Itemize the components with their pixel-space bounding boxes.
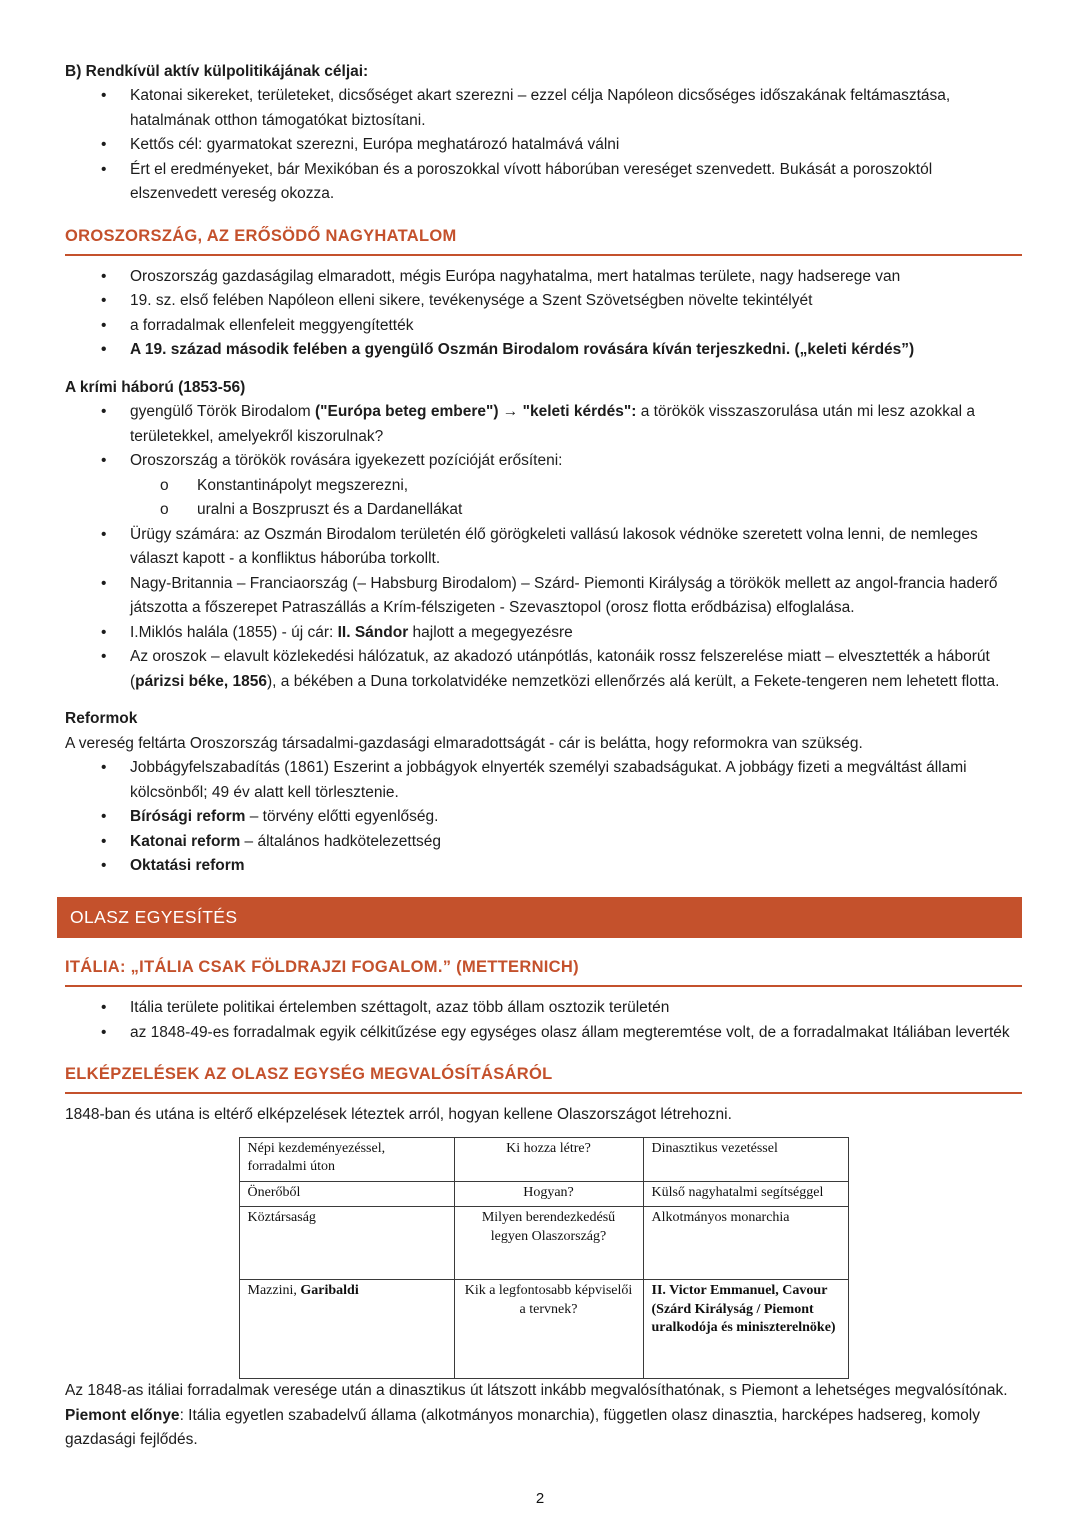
list-item bbox=[101, 289, 1022, 313]
section-crimean-war bbox=[65, 376, 1022, 694]
section-reforms bbox=[65, 707, 1022, 878]
table-cell: Köztársaság bbox=[239, 1207, 454, 1280]
list-item-text: Nagy-Britannia – Franciaország (– Habsburg Birodalom) – Szárd- Piemonti Királyság a törökök mellett az angol-francia haderő játszotta a főszerepet Patraszállás a Krím-félszigeten - Szevasztopol (orosz flotta erődbázisa) elfoglalása. bbox=[130, 574, 998, 617]
text-segment: – törvény előtti egyenlőség. bbox=[245, 808, 439, 826]
list-item-text bbox=[130, 830, 1022, 854]
closing-paragraph-2 bbox=[65, 1404, 1022, 1453]
closing-paragraph-1: Az 1848-as itáliai forradalmak veresége után a dinasztikus út látszott inkább megvalósíthatónak, s Piemont a lehetséges megvalósítónak. bbox=[65, 1382, 1008, 1400]
list-item-text: Kettős cél: gyarmatokat szerezni, Európa meghatározó hatalmává válni bbox=[130, 136, 620, 154]
table-cell: Népi kezdeményezéssel, forradalmi úton bbox=[239, 1137, 454, 1181]
list-item-text: A 19. század második felében a gyengülő Oszmán Birodalom rovására kíván terjeszkedni. („keleti kérdés”) bbox=[130, 341, 915, 359]
crimea-sublist bbox=[130, 474, 1022, 523]
circle-bullet-icon: o bbox=[160, 476, 169, 494]
list-item-text: Itália területe politikai értelemben széttagolt, azaz több állam osztozik területén bbox=[130, 999, 670, 1017]
list-item-text: 19. sz. első felében Napóleon elleni sikere, tevékenysége a Szent Szövetségben növelte tekintélyét bbox=[130, 292, 813, 310]
russia-list bbox=[65, 265, 1022, 363]
crimea-list-2 bbox=[65, 523, 1022, 694]
text-segment: : Itália egyetlen szabadelvű állama (alkotmányos monarchia), független olasz dinasztia, harcképes hadsereg, komoly gazdasági fejlődés. bbox=[65, 1406, 980, 1449]
section-italian-unification bbox=[65, 897, 1022, 1453]
sub-list-item bbox=[160, 498, 1022, 522]
crimea-title: A krími háború (1853-56) bbox=[65, 378, 246, 396]
bullet-icon: • bbox=[101, 525, 107, 543]
bullet-icon: • bbox=[101, 759, 107, 777]
text-segment: a törökök visszaszorulása után mi lesz azokkal a területekkel, amelyekről kiszorulnak? bbox=[130, 403, 975, 445]
list-item bbox=[101, 400, 1022, 449]
list-item-text: Ért el eredményeket, bár Mexikóban és a poroszokkal vívott háborúban vereséget szenvedett. Bukását a poroszoktól elszenvedett vereség okozza. bbox=[130, 160, 933, 203]
section-heading-italia-quote: ITÁLIA: „ITÁLIA CSAK FÖLDRAJZI FOGALOM.” (METTERNICH) bbox=[65, 954, 1022, 987]
table-cell: Kik a legfontosabb képviselői a tervnek? bbox=[454, 1280, 643, 1379]
italy-list bbox=[65, 996, 1022, 1045]
sub-list-item bbox=[160, 474, 1022, 498]
bullet-icon: • bbox=[101, 160, 107, 178]
section-banner-italian-unification: OLASZ EGYESÍTÉS bbox=[57, 897, 1022, 939]
list-item bbox=[101, 805, 1022, 829]
text-segment: Bírósági reform bbox=[130, 808, 246, 826]
list-item-text: Oroszország gazdaságilag elmaradott, mégis Európa nagyhatalma, mert hatalmas területe, nagy hadserege van bbox=[130, 267, 901, 285]
bullet-icon: • bbox=[101, 574, 107, 592]
list-item bbox=[101, 572, 1022, 621]
bullet-icon: • bbox=[101, 341, 107, 359]
table-cell: Önerőből bbox=[239, 1181, 454, 1206]
list-item bbox=[101, 133, 1022, 157]
crimea-sublist-wrap bbox=[65, 474, 1022, 523]
sublist-holder bbox=[130, 474, 1022, 523]
list-item-text: Jobbágyfelszabadítás (1861) Eszerint a jobbágyok elnyerték személyi szabadságukat. A jobbágy fizeti a megváltást állami kölcsönből; 49 év alatt kell törlesztenie. bbox=[130, 759, 967, 801]
page-number: 2 bbox=[535, 1490, 545, 1508]
bullet-icon: • bbox=[101, 999, 107, 1017]
bullet-icon: • bbox=[101, 87, 107, 105]
circle-bullet-icon: o bbox=[160, 501, 169, 519]
text-segment: Piemont előnye bbox=[65, 1406, 180, 1424]
bullet-icon: • bbox=[101, 648, 107, 666]
table-row bbox=[239, 1280, 848, 1379]
list-item-text: az 1848-49-es forradalmak egyik célkitűzése egy egységes olasz állam megteremtése volt, de a forradalmakat Itáliában leverték bbox=[130, 1023, 1010, 1041]
list-item bbox=[101, 756, 1022, 805]
bullet-icon: • bbox=[101, 452, 107, 470]
bullet-icon: • bbox=[101, 623, 107, 641]
list-item bbox=[101, 523, 1022, 572]
text-segment: ("Európa beteg embere") bbox=[314, 403, 499, 421]
table-cell: II. Victor Emmanuel, Cavour (Szárd Királyság / Piemont uralkodója és miniszterelnöke) bbox=[643, 1280, 848, 1379]
text-segment: I.Miklós halála (1855) - új cár: bbox=[130, 623, 338, 641]
list-item bbox=[101, 1021, 1022, 1045]
list-item-text bbox=[130, 400, 1022, 449]
section-foreign-policy bbox=[65, 60, 1022, 207]
concept-table bbox=[239, 1137, 849, 1379]
section-b-list bbox=[65, 84, 1022, 206]
list-item-text bbox=[130, 621, 1022, 645]
list-item bbox=[101, 621, 1022, 645]
text-segment: ), a békében a Duna torkolatvidéke nemzetközi ellenőrzés alá került, a Fekete-tengeren nem lehetett flotta. bbox=[267, 672, 1000, 690]
list-item-text: Oktatási reform bbox=[130, 857, 245, 875]
table-cell: Alkotmányos monarchia bbox=[643, 1207, 848, 1280]
crimea-list bbox=[65, 400, 1022, 473]
table-row bbox=[239, 1137, 848, 1181]
table-cell: Hogyan? bbox=[454, 1181, 643, 1206]
table-cell: Külső nagyhatalmi segítséggel bbox=[643, 1181, 848, 1206]
bullet-icon: • bbox=[101, 267, 107, 285]
list-item-text: Oroszország a törökök rovására igyekezett pozícióját erősíteni: bbox=[130, 452, 563, 470]
table-cell: Dinasztikus vezetéssel bbox=[643, 1137, 848, 1181]
text-segment: Mazzini, bbox=[247, 1283, 301, 1299]
table-cell bbox=[239, 1280, 454, 1379]
section-russia bbox=[65, 223, 1022, 363]
table-cell: Milyen berendezkedésű legyen Olaszország? bbox=[454, 1207, 643, 1280]
bullet-icon: • bbox=[101, 808, 107, 826]
sub-list-item-text: Konstantinápolyt megszerezni, bbox=[197, 476, 409, 494]
list-item-text: Ürügy számára: az Oszmán Birodalom területén élő görögkeleti vallású lakosok védnöke szeretett volna lenni, de nemleges választ kapott - a konfliktus háborúba torkollt. bbox=[130, 525, 978, 568]
list-item bbox=[101, 265, 1022, 289]
sublist-row bbox=[101, 474, 1022, 523]
text-segment: párizsi béke, 1856 bbox=[135, 672, 268, 690]
list-item bbox=[101, 338, 1022, 362]
bullet-icon: • bbox=[101, 832, 107, 850]
list-item-text bbox=[130, 805, 1022, 829]
list-item-text: a forradalmak ellenfeleit meggyengítették bbox=[130, 316, 414, 334]
text-segment: Katonai reform bbox=[130, 832, 241, 850]
text-segment: Garibaldi bbox=[300, 1283, 359, 1299]
text-segment: hajlott a megegyezésre bbox=[408, 623, 573, 641]
list-item bbox=[101, 158, 1022, 207]
list-item bbox=[101, 996, 1022, 1020]
bullet-icon: • bbox=[101, 316, 107, 334]
section-b-title: B) Rendkívül aktív külpolitikájának céljai: bbox=[65, 63, 369, 80]
text-segment: – általános hadkötelezettség bbox=[240, 832, 442, 850]
bullet-icon: • bbox=[101, 857, 107, 875]
bullet-icon: • bbox=[101, 1023, 107, 1041]
list-item-text bbox=[130, 645, 1022, 694]
arrow-glyph: → bbox=[498, 403, 523, 421]
reforms-title: Reformok bbox=[65, 710, 138, 728]
table-row bbox=[239, 1181, 848, 1206]
list-item bbox=[101, 449, 1022, 473]
section-heading-russia: OROSZORSZÁG, AZ ERŐSÖDŐ NAGYHATALOM bbox=[65, 223, 1022, 256]
bullet-icon: • bbox=[101, 292, 107, 310]
list-item-text: Katonai sikereket, területeket, dicsőséget akart szerezni – ezzel célja Napóleon dicsőséges időszakának feltámasztása, hatalmának otthon támogatókat biztosítani. bbox=[130, 87, 951, 129]
list-item bbox=[101, 830, 1022, 854]
list-item bbox=[101, 854, 1022, 878]
text-segment: Az oroszok – elavult közlekedési hálózatuk, az akadozó utánpótlás, katonáik rossz felszerelése miatt – elvesztették a háborút ( bbox=[130, 648, 990, 690]
bullet-icon: • bbox=[101, 136, 107, 154]
table-cell: Ki hozza létre? bbox=[454, 1137, 643, 1181]
text-segment: gyengülő Török Birodalom bbox=[130, 403, 315, 421]
list-item bbox=[101, 645, 1022, 694]
table-row bbox=[239, 1207, 848, 1280]
concept-table-wrap bbox=[65, 1137, 1022, 1379]
sub-list-item-text: uralni a Boszpruszt és a Dardanellákat bbox=[197, 501, 463, 519]
list-item bbox=[101, 314, 1022, 338]
reforms-list bbox=[65, 756, 1022, 878]
text-segment: "keleti kérdés": bbox=[522, 403, 637, 421]
list-item bbox=[101, 84, 1022, 133]
section-heading-unity-concepts: ELKÉPZELÉSEK AZ OLASZ EGYSÉG MEGVALÓSÍTÁSÁRÓL bbox=[65, 1061, 1022, 1094]
concepts-intro: 1848-ban és utána is eltérő elképzelések léteztek arról, hogyan kellene Olaszországot létrehozni. bbox=[65, 1106, 732, 1124]
bullet-icon: • bbox=[101, 403, 107, 421]
reforms-intro: A vereség feltárta Oroszország társadalmi-gazdasági elmaradottságát - cár is belátta, hogy reformokra van szükség. bbox=[65, 734, 863, 752]
text-segment: II. Sándor bbox=[337, 623, 409, 641]
